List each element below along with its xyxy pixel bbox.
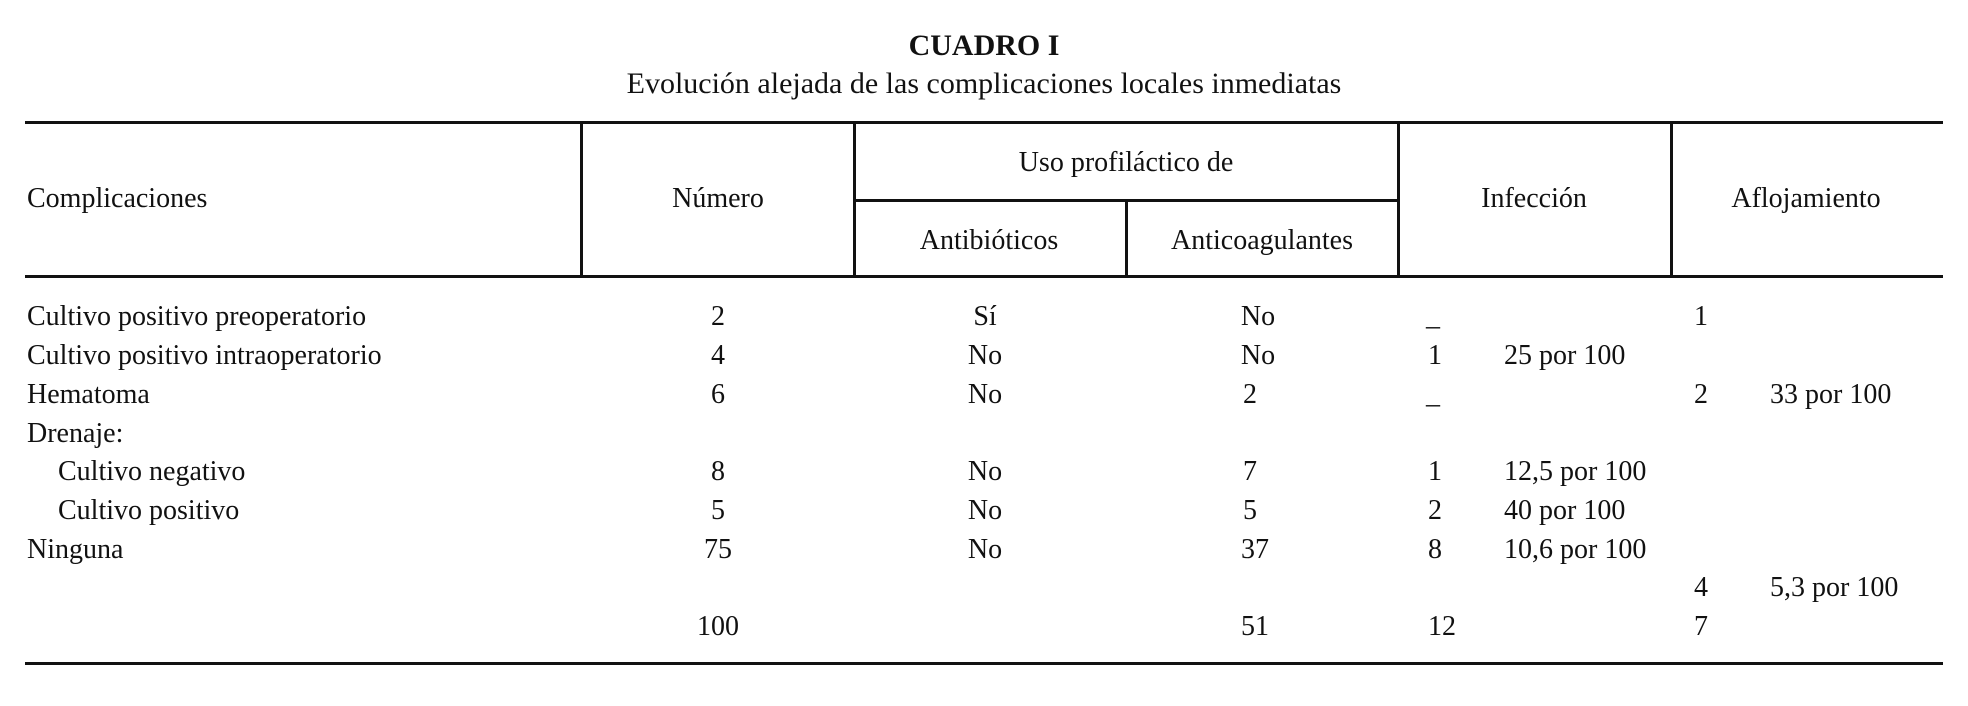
header-complicaciones: Complicaciones bbox=[27, 183, 208, 214]
table-cell-anticoagulantes-total: 51 bbox=[1241, 611, 1269, 642]
table-cell-complicacion: Cultivo positivo intraoperatorio bbox=[27, 340, 382, 371]
column-divider bbox=[580, 121, 583, 278]
header-antibioticos: Antibióticos bbox=[919, 225, 1059, 256]
table-cell-antibioticos: No bbox=[967, 534, 1003, 565]
table-cell-complicacion: Hematoma bbox=[27, 379, 150, 410]
table-cell-numero: 2 bbox=[711, 301, 725, 332]
table-cell-antibioticos: No bbox=[967, 340, 1003, 371]
header-uso-profilactico: Uso profiláctico de bbox=[1018, 147, 1234, 178]
table-cell-infeccion-n: 1 bbox=[1428, 456, 1442, 487]
table-cell-antibioticos: No bbox=[967, 456, 1003, 487]
table-cell-infeccion-pct: 12,5 por 100 bbox=[1504, 456, 1647, 487]
table-cell-anticoagulantes: 2 bbox=[1243, 379, 1257, 410]
table-cell-aflojamiento-pct: 33 por 100 bbox=[1770, 379, 1892, 410]
table-cell-aflojamiento-pct: 5,3 por 100 bbox=[1770, 572, 1899, 603]
table-cell-infeccion-pct: 25 por 100 bbox=[1504, 340, 1626, 371]
table-cell-aflojamiento-total: 7 bbox=[1694, 611, 1708, 642]
table-cell-complicacion: Cultivo positivo bbox=[58, 495, 240, 526]
table-cell-numero: 4 bbox=[711, 340, 725, 371]
column-divider bbox=[1125, 200, 1128, 278]
column-divider bbox=[853, 121, 856, 278]
column-divider bbox=[1397, 121, 1400, 278]
header-numero: Número bbox=[672, 183, 764, 214]
table-cell-numero: 8 bbox=[711, 456, 725, 487]
header-anticoagulantes: Anticoagulantes bbox=[1171, 225, 1353, 256]
table-cell-infeccion-total: 12 bbox=[1428, 611, 1456, 642]
table-cell-numero: 5 bbox=[711, 495, 725, 526]
header-bottom-rule bbox=[25, 275, 1943, 278]
table-cell-infeccion-pct: 10,6 por 100 bbox=[1504, 534, 1647, 565]
table-cell-anticoagulantes: 7 bbox=[1243, 456, 1257, 487]
table-cell-complicacion: Ninguna bbox=[27, 534, 124, 565]
table-cell-complicacion: Drenaje: bbox=[27, 418, 124, 449]
table-cell-infeccion-pct: 40 por 100 bbox=[1504, 495, 1626, 526]
table-cell-infeccion-n: 2 bbox=[1428, 495, 1442, 526]
table-cell-anticoagulantes: No bbox=[1240, 340, 1276, 371]
table-cell-infeccion-n: 8 bbox=[1428, 534, 1442, 565]
table-cell-numero: 75 bbox=[704, 534, 732, 565]
table-cell-aflojamiento-n: 1 bbox=[1694, 301, 1708, 332]
table-title: CUADRO I bbox=[908, 29, 1060, 62]
header-infeccion: Infección bbox=[1481, 183, 1587, 214]
table-cell-anticoagulantes: 37 bbox=[1241, 534, 1269, 565]
table-cell-antibioticos: Sí bbox=[973, 301, 997, 332]
table-subtitle: Evolución alejada de las complicaciones locales inmediatas bbox=[626, 67, 1342, 100]
table-cell-numero-total: 100 bbox=[697, 611, 739, 642]
table-cell-antibioticos: No bbox=[967, 495, 1003, 526]
table-cell-infeccion-n: _ bbox=[1426, 379, 1440, 410]
bottom-rule bbox=[25, 662, 1943, 665]
table-cell-anticoagulantes: No bbox=[1240, 301, 1276, 332]
table-cell-anticoagulantes: 5 bbox=[1243, 495, 1257, 526]
header-aflojamiento: Aflojamiento bbox=[1731, 183, 1881, 214]
table-cell-antibioticos: No bbox=[967, 379, 1003, 410]
table-cell-numero: 6 bbox=[711, 379, 725, 410]
table-cell-infeccion-n: 1 bbox=[1428, 340, 1442, 371]
table-cell-infeccion-n: _ bbox=[1426, 301, 1440, 332]
top-rule bbox=[25, 121, 1943, 124]
table-cell-aflojamiento-n: 2 bbox=[1694, 379, 1708, 410]
column-divider bbox=[1670, 121, 1673, 278]
table-cell-aflojamiento-n: 4 bbox=[1694, 572, 1708, 603]
table-cell-complicacion: Cultivo negativo bbox=[58, 456, 246, 487]
table-cell-complicacion: Cultivo positivo preoperatorio bbox=[27, 301, 367, 332]
